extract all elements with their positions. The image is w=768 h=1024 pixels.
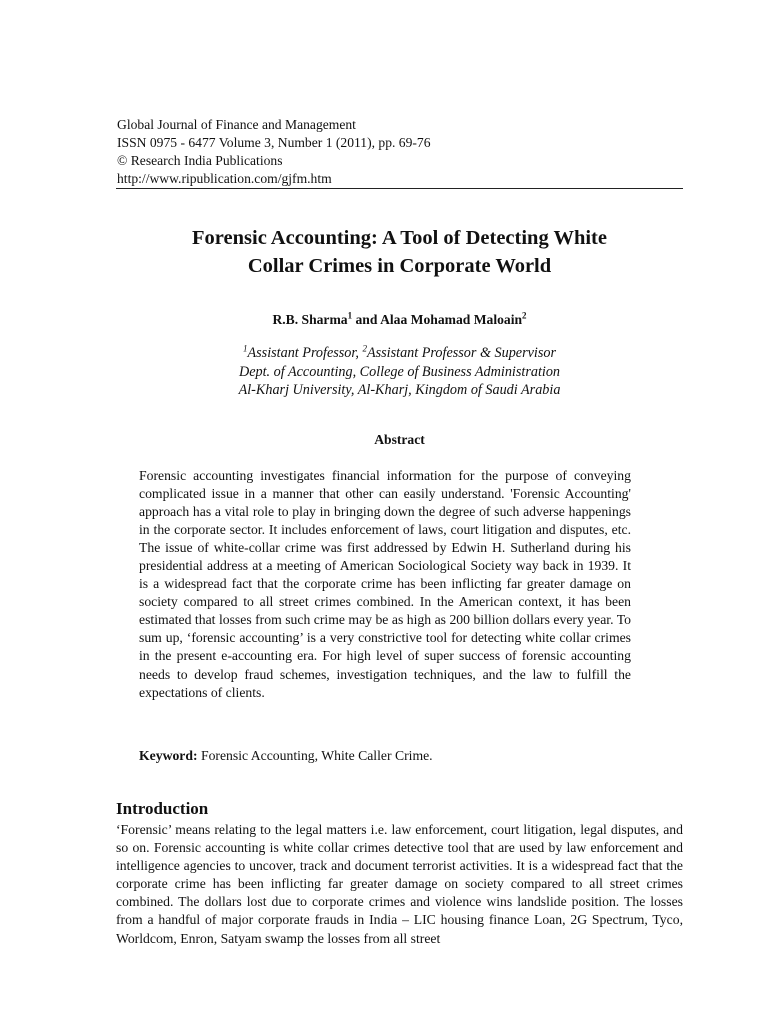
- journal-url[interactable]: http://www.ripublication.com/gjfm.htm: [117, 171, 332, 186]
- keywords-line: [139, 747, 631, 765]
- role-2-superscript: 2: [362, 343, 367, 354]
- issn-volume-line: ISSN 0975 - 6477 Volume 3, Number 1 (2011), pp. 69-76: [117, 135, 431, 150]
- publisher-line: © Research India Publications: [117, 153, 283, 168]
- introduction-text: ‘Forensic’ means relating to the legal matters i.e. law enforcement, court litigation, legal disputes, and so on. Forensic accounting is white collar crimes detective tool that are used by law enforcement and intelligence agencies to uncover, track and document terrorist activities. It is a widespread fact that the corporate crime has been inflicting far greater damage on society compared to all street crimes combined. The dollars lost due to corporate crimes and violence wins landslide position. The losses from a handful of major corporate frauds in India – LIC housing finance Loan, 2G Spectrum, Tyco, Worldcom, Enron, Satyam swamp the losses from all street: [116, 822, 683, 946]
- journal-name: Global Journal of Finance and Management: [117, 117, 356, 132]
- affiliation-department: Dept. of Accounting, College of Business Administration: [238, 363, 561, 380]
- abstract-text: Forensic accounting investigates financial information for the purpose of conveying complicated issue in a manner that other can easily understand. 'Forensic Accounting' approach has a vital role to play in bringing down the degree of such adverse happenings in the corporate sector. It includes enforcement of laws, court litigation and disputes, etc. The issue of white-collar crime was first addressed by Edwin H. Sutherland during his presidential address at a meeting of American Sociological Society way back in 1939. It is a widespread fact that the corporate crime has been inflicting far greater damage on society compared to all street crimes combined. In the American context, it has been estimated that losses from such crime may be as high as 200 billion dollars every year. To sum up, ‘forensic accounting’ is a very constrictive tool for detecting white collar crimes in the present e-accounting era. For high level of super success of forensic accounting needs to develop fraud schemes, investigation techniques, and the law to fulfill the expectations of clients.: [139, 468, 631, 700]
- author-1-superscript: 1: [347, 310, 353, 321]
- journal-header: [117, 116, 682, 188]
- affiliation-university: Al-Kharj University, Al-Kharj, Kingdom of Saudi Arabia: [238, 382, 561, 398]
- title-line-1: Forensic Accounting: A Tool of Detecting White: [192, 227, 607, 249]
- author-2-superscript: 2: [522, 310, 527, 321]
- paper-title: [116, 224, 683, 280]
- author-conjunction: and: [352, 312, 381, 327]
- author-list: [116, 311, 683, 329]
- author-1-name: R.B. Sharma: [272, 312, 348, 327]
- author-affiliations: [116, 344, 683, 400]
- affiliation-roles: [116, 344, 683, 363]
- keywords-label: Keyword:: [139, 748, 198, 763]
- keywords-text: Forensic Accounting, White Caller Crime.: [197, 748, 433, 763]
- role-2: Assistant Professor & Supervisor: [366, 345, 556, 361]
- title-line-2: Collar Crimes in Corporate World: [247, 255, 552, 277]
- introduction-heading: Introduction: [116, 799, 209, 818]
- role-1: Assistant Professor,: [247, 345, 363, 361]
- abstract-heading: Abstract: [374, 432, 425, 447]
- role-1-superscript: 1: [242, 343, 248, 354]
- author-2-name: Alaa Mohamad Maloain: [380, 312, 523, 327]
- header-divider: [116, 188, 683, 189]
